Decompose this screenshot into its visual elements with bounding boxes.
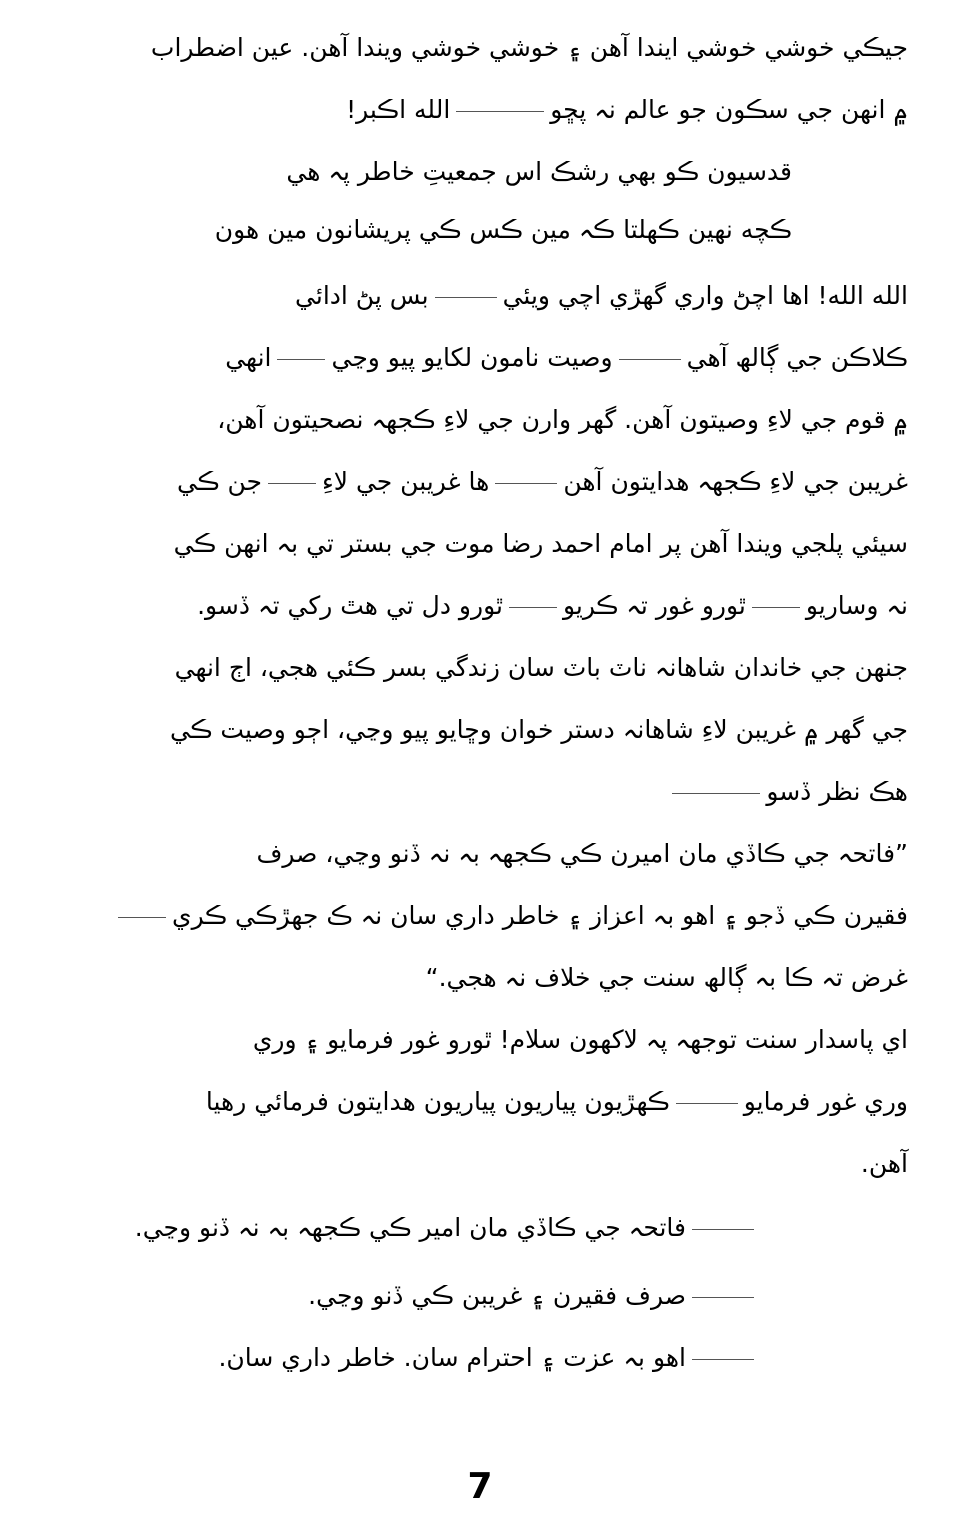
blank-dash <box>435 297 497 298</box>
text-segment: ٿورو دل تي هٿ رکي تہ ڏسو. <box>197 591 503 620</box>
text-segment: ڪهڙيون پياريون پياريون هدايتون فرمائي رهيا <box>205 1087 670 1116</box>
text-segment: ها غريبن جي لاءِ <box>321 467 490 496</box>
text-segment: نہ وساريو <box>805 591 908 620</box>
quote-line: غرض تہ ڪا بہ ڳالھ سنت جي خلاف نہ هجي.“ <box>425 963 908 992</box>
text-segment: اهو بہ عزت ۽ احترام سان. خاطر داري سان. <box>218 1343 686 1372</box>
text-line: ۾ قوم جي لاءِ وصيتون آهن. گهر وارن جي لاءِ ڪجهہ نصحيتون آهن، <box>217 405 908 434</box>
text-segment: ٿورو غور تہ ڪريو <box>562 591 746 620</box>
blank-dash <box>509 607 557 608</box>
text-segment: بس پڻ ادائي <box>295 281 429 310</box>
text-segment: الله اڪبر! <box>346 95 451 124</box>
page-number: 7 <box>467 1466 493 1507</box>
blank-dash <box>692 1297 754 1298</box>
blank-dash <box>456 111 544 112</box>
text-segment: وصيت نامون لکايو پيو وڃي <box>331 343 613 372</box>
text-line: سيئي پلجي ويندا آهن پر امام احمد رضا موت جي بستر تي بہ انهن ڪي <box>173 529 908 558</box>
text-line: جي گهر ۾ غريبن لاءِ شاهانہ دستر خوان وڇايو پيو وڃي، اڄو وصيت ڪي <box>169 715 908 744</box>
text-line: آهن. <box>860 1149 908 1178</box>
text-line <box>666 772 908 812</box>
quote-line: ”فاتحہ جي ڪاڏي مان اميرن ڪي ڪجهہ بہ نہ ڏنو وڃي، صرف <box>256 839 908 868</box>
text-line: جيڪي خوشي خوشي ايندا آهن ۽ خوشي خوشي ويندا آهن. عين اضطراب <box>150 33 908 62</box>
text-segment: الله الله! اها اچڻ واري گهڙي اچي ويئي <box>502 281 908 310</box>
text-line <box>346 90 908 130</box>
text-segment: جن ڪي <box>177 467 262 496</box>
blank-dash <box>752 607 800 608</box>
text-segment: ۾ انهن جي سڪون جو عالم نہ پڇو <box>550 95 908 124</box>
text-segment: صرف فقيرن ۽ غريبن ڪي ڏنو وڃي. <box>308 1281 686 1310</box>
blank-dash <box>277 359 325 360</box>
text-segment: فاتحہ جي ڪاڏي مان امير ڪي ڪجهہ بہ نہ ڏنو وڃي. <box>134 1213 686 1242</box>
verse-line: قدسيون ڪو بهي رشڪ اس جمعيتِ خاطر پہ هي <box>286 157 792 186</box>
blank-dash <box>118 917 166 918</box>
text-line <box>225 338 908 378</box>
blank-dash <box>676 1103 738 1104</box>
text-segment: انهي <box>225 343 272 372</box>
blank-dash <box>619 359 681 360</box>
text-segment: ڪلاڪن جي ڳالھ آهي <box>686 343 908 372</box>
blank-dash <box>692 1229 754 1230</box>
blank-dash <box>672 793 760 794</box>
text-segment: وري غور فرمايو <box>743 1087 908 1116</box>
list-item <box>308 1276 760 1316</box>
quote-line <box>112 896 908 936</box>
text-segment: فقيرن ڪي ڏجو ۽ اهو بہ اعزاز ۽ خاطر داري سان نہ ڪ جهڙڪي ڪري <box>172 901 908 930</box>
blank-dash <box>495 483 557 484</box>
blank-dash <box>268 483 316 484</box>
text-line <box>177 462 908 502</box>
blank-dash <box>692 1359 754 1360</box>
list-item <box>135 1208 760 1248</box>
text-line <box>295 276 908 316</box>
text-segment: هڪ نظر ڏسو <box>766 777 908 806</box>
list-item <box>218 1338 760 1378</box>
verse-line: ڪچه نهين ڪهلتا ڪہ مين ڪس ڪي پريشانون مين هون <box>214 215 792 244</box>
text-line <box>206 1082 908 1122</box>
text-line: جنهن جي خاندان شاهانہ ناٽ باٽ سان زندگي بسر ڪئي هجي، اڄ انهي <box>174 653 908 682</box>
text-line: اي پاسدار سنت توجهہ پہ لاکهون سلام! ٿورو غور فرمايو ۽ وري <box>252 1025 908 1054</box>
text-line <box>197 586 908 626</box>
text-segment: غريبن جي لاءِ ڪجهہ هدايتون آهن <box>563 467 908 496</box>
